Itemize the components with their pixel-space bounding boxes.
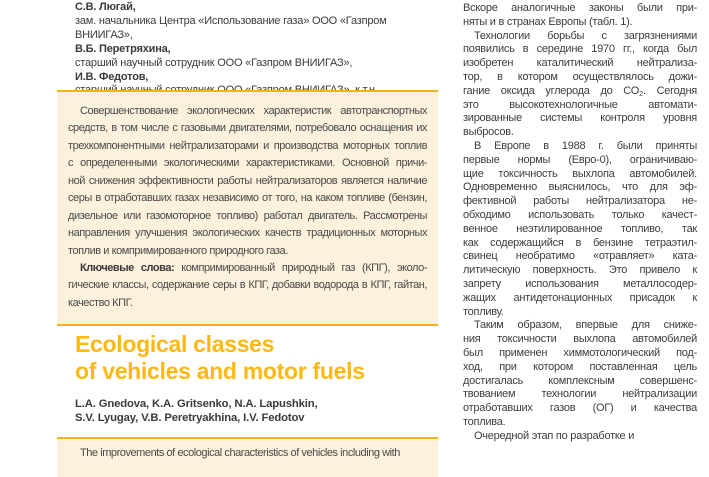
article-title-en [75, 331, 365, 384]
abstract-line: Совершенствование экологических характеристик автотранспортных [80, 105, 427, 117]
body-line: Технологии борьбы с загрязнениями [474, 29, 697, 42]
body-line: топлива. [463, 415, 506, 428]
body-line: В Европе в 1988 г. были приняты [474, 139, 697, 152]
abstract-line: направления улучшения экологических качеств традиционных моторных [68, 227, 427, 240]
co2-subscript: 2 [639, 90, 643, 98]
abstract-line: ной снижения эффективности работы нейтрализаторов является наличие [68, 174, 427, 187]
body-line: тор, в котором осуществлялось дожи- [463, 70, 697, 83]
authors-ru-block [75, 0, 438, 98]
body-line: Одновременно выяснилось, что для эф- [463, 181, 697, 194]
body-line: жащих антидетонационных присадок к [463, 291, 697, 304]
author-role: старший научный сотрудник ООО «Газпром ВНИИГАЗ», [75, 56, 353, 69]
abstract-line: трехкомпонентными нейтрализаторами и производства моторных топлив [68, 139, 427, 152]
authors-en-line: L.A. Gnedova, K.A. Gritsenko, N.A. Lapushkin, [75, 398, 318, 410]
author-role: зам. начальника Центра «Использование газа» ООО «Газпром ВНИИГАЗ», [75, 14, 387, 41]
abstract-en-partial-line: The improvements of ecological characteristics of vehicles including with [80, 447, 400, 459]
body-line: щие токсичность выхлопа автомобилей. [463, 167, 697, 180]
left-column [57, 0, 438, 459]
title-line: of vehicles and motor fuels [75, 357, 365, 384]
abstract-line: средств, в том числе с газовыми двигателями, потребовало оснащения их [68, 122, 427, 135]
co2-pre: гание оксида углерода до СО [463, 84, 640, 97]
body-line: Очередной этап по разработке и [474, 429, 635, 442]
title-line: Ecological classes [75, 331, 275, 357]
authors-en-line: S.V. Lyugay, V.B. Peretryakhina, I.V. Fedotov [75, 412, 305, 424]
body-line: няты и в странах Европы (табл. 1). [463, 15, 633, 28]
author-name: И.В. Федотов, [75, 70, 149, 83]
abstract-line: серы в отработавших газах независимо от того, на каком топливе (бензин, [68, 192, 427, 205]
body-line: Вскоре аналогичные законы были при- [463, 2, 697, 14]
author-name: С.В. Люгай, [75, 1, 136, 13]
body-line: свинец необратимо «отравляет» ката- [463, 250, 697, 263]
body-line: отработавших газов (ОГ) и качества [463, 402, 697, 415]
abstract-line: дизельное или газомоторное топливо) работал двигатель. Рассмотрены [68, 209, 427, 222]
body-line: зированные системы контроля уровня [463, 112, 697, 125]
body-line: твованием технологии нейтрализации [463, 388, 697, 401]
keywords-text: компримированный природный газ (КПГ), эколо- [174, 261, 427, 274]
body-line: обходимо использовать только качест- [463, 208, 697, 221]
body-line-co2 [463, 85, 697, 99]
body-line: это высокотехнологичные автомати- [463, 98, 697, 111]
body-line: как содержащийся в бензине тетраэтил- [463, 236, 697, 249]
co2-post: . Сегодня [642, 84, 697, 97]
body-line: Таким образом, впервые для сниже- [474, 319, 697, 332]
body-line: фективной работы нейтрализатора не- [463, 195, 697, 208]
abstract-line: топлив и компримированного природного газа. [68, 244, 288, 257]
body-line: топливу. [463, 305, 504, 318]
right-column [463, 2, 697, 444]
abstract-ru-box [57, 90, 438, 326]
authors-en-block [75, 397, 317, 425]
body-line: достигалась комплексным совершенс- [463, 374, 697, 387]
body-line: изобретен каталитический нейтрализа- [463, 57, 697, 70]
keywords-line: гические классы, содержание серы в КПГ, добавки водорода в КПГ, гайтан, [68, 279, 427, 292]
abstract-line: с определенными экологическими характеристиками. Основной причи- [68, 157, 427, 170]
abstract-en-box [57, 437, 438, 477]
body-line: литическую поверхность. Это привело к [463, 264, 697, 277]
body-line: был применен химмотологический под- [463, 346, 697, 359]
body-line: ния токсичности выхлопа автомобилей [463, 333, 697, 346]
body-line: появились в середине 1970 гг., когда был [463, 43, 697, 56]
author-name: В.Б. Перетряхина, [75, 42, 171, 55]
body-line: запрету использования металлосодер- [463, 277, 697, 290]
body-line: выбросов. [463, 126, 514, 139]
body-line: ход, при котором поставленная цель [463, 360, 697, 373]
body-line: первые нормы (Евро-0), ограничиваю- [463, 153, 697, 166]
body-line: венное неэтилированное топливо, так [463, 222, 697, 235]
keywords-line [68, 260, 427, 277]
keywords-label: Ключевые слова: [80, 261, 175, 274]
keywords-line: качество КПГ. [68, 296, 133, 309]
